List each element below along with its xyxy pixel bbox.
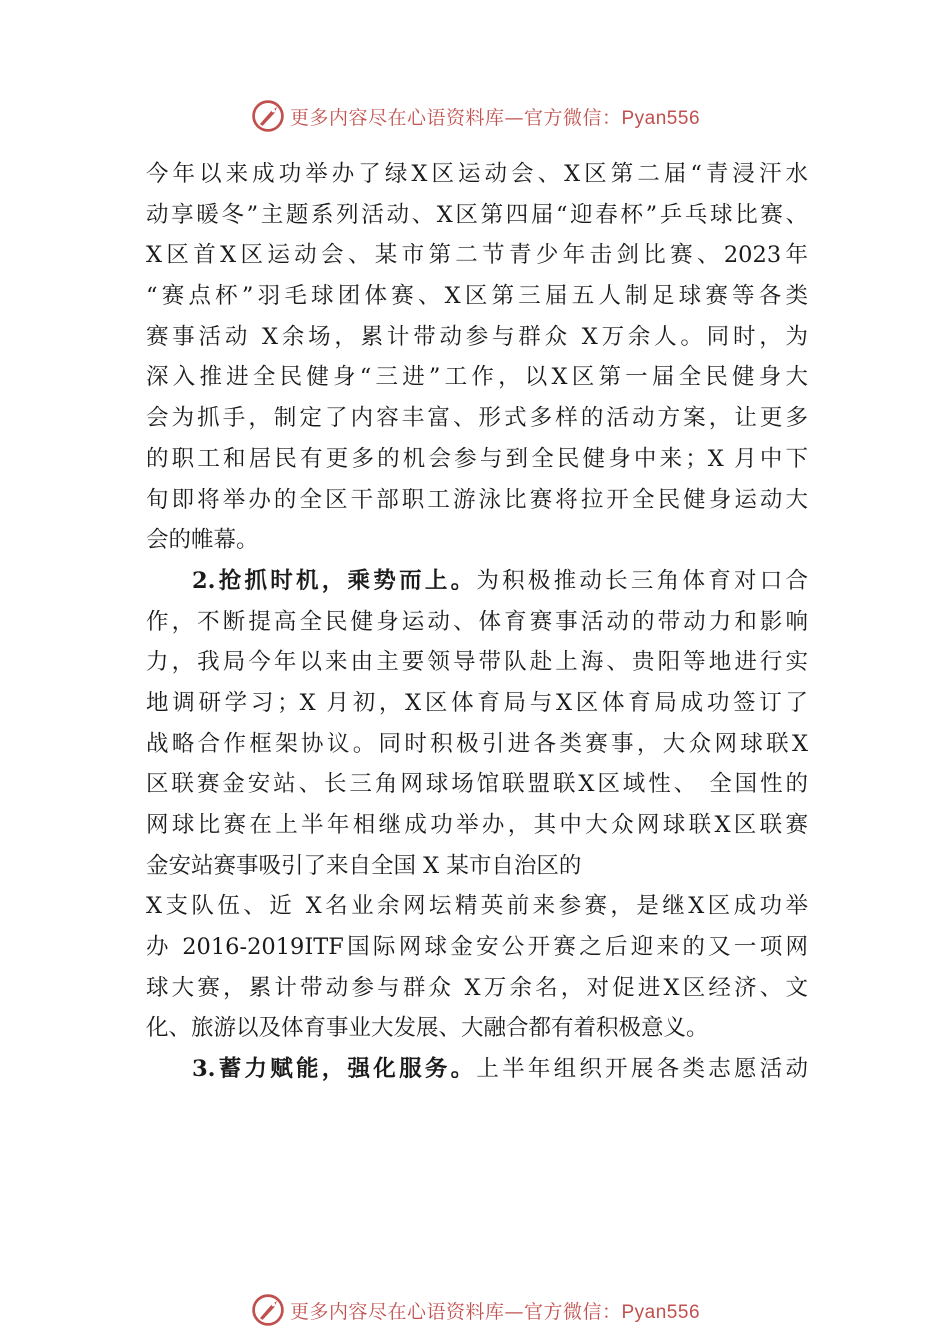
- line-text: “赛点杯”羽毛球团体赛、X区第三届五人制足球赛等各类: [146, 283, 808, 310]
- line-text: 今年以来成功举办了绿X区运动会、X区第二届“青浸汗水: [146, 161, 808, 187]
- text-line: [146, 317, 808, 358]
- text-line: [146, 1008, 808, 1049]
- line-text: 为积极推动长三角体育对口合: [476, 567, 808, 594]
- pen-nib-logo-icon: [250, 1292, 286, 1328]
- line-text: 深入推进全民健身“三进”工作，以X区第一届全民健身大: [146, 364, 808, 391]
- text-line: [146, 439, 808, 480]
- text-line: [146, 1049, 808, 1090]
- line-text: 球大赛，累计带动参与群众 X万余名，对促进X区经济、文: [146, 974, 808, 1001]
- line-text: 区联赛金安站、长三角网球场馆联盟联X区域性、 全国性的: [146, 771, 808, 798]
- watermark-text: 更多内容尽在心语资料库—官方微信：: [289, 1300, 622, 1323]
- line-text: 办 2016-2019ITF国际网球金安公开赛之后迎来的又一项网: [146, 934, 808, 961]
- line-text: 金安站赛事吸引了来自全国 X 某市自治区的: [146, 852, 582, 879]
- text-line: [146, 642, 808, 683]
- line-text: 网球比赛在上半年相继成功举办，其中大众网球联X区联赛: [146, 812, 808, 838]
- line-text: 力，我局今年以来由主要领导带队赴上海、贵阳等地进行实: [146, 649, 808, 676]
- line-text: 会的帷幕。: [146, 527, 259, 554]
- line-text: X区首X区运动会、某市第二节青少年击剑比赛、2023年: [146, 242, 808, 269]
- text-line: [146, 276, 808, 317]
- text-line: [146, 235, 808, 276]
- line-text: X支队伍、近 X名业余网坛精英前来参赛，是继X区成功举: [146, 893, 808, 920]
- text-line: [146, 520, 808, 561]
- text-line: [146, 561, 808, 602]
- footer-watermark: [0, 1290, 950, 1330]
- text-line: [146, 602, 808, 643]
- text-line: [146, 398, 808, 439]
- pen-nib-logo-icon: [250, 98, 286, 134]
- line-text: 战略合作框架协议。同时积极引进各类赛事，大众网球联X: [146, 730, 808, 757]
- text-line: [146, 683, 808, 724]
- line-text: 的职工和居民有更多的机会参与到全民健身中来；X 月中下: [146, 445, 808, 472]
- text-line: [146, 927, 808, 968]
- watermark-id: Pyan556: [621, 107, 701, 129]
- watermark-text: 更多内容尽在心语资料库—官方微信：: [289, 106, 622, 129]
- text-line: [146, 886, 808, 927]
- line-text: 化、旅游以及体育事业大发展、大融合都有着积极意义。: [146, 1015, 709, 1042]
- text-line: [146, 357, 808, 398]
- line-text: 上半年组织开展各类志愿活动: [476, 1056, 808, 1083]
- text-line: [146, 968, 808, 1009]
- text-line: [146, 480, 808, 521]
- line-text: 赛事活动 X余场，累计带动参与群众 X万余人。同时，为: [146, 323, 808, 350]
- line-text: 动享暖冬”主题系列活动、X区第四届“迎春杯”乒乓球比赛、: [146, 201, 808, 228]
- line-text: 地调研学习；X 月初，X区体育局与X区体育局成功签订了: [146, 689, 808, 716]
- text-line: [146, 724, 808, 765]
- document-body: [146, 154, 808, 1090]
- line-text: 作，不断提高全民健身运动、体育赛事活动的带动力和影响: [146, 608, 808, 635]
- header-watermark: [0, 96, 950, 136]
- line-text: 会为抓手，制定了内容丰富、形式多样的活动方案，让更多: [146, 405, 808, 432]
- watermark-id: Pyan556: [621, 1301, 701, 1323]
- line-text: 旬即将举办的全区干部职工游泳比赛将拉开全民健身运动大: [146, 486, 808, 513]
- text-line: [146, 764, 808, 805]
- text-line: [146, 846, 808, 887]
- text-line: [146, 154, 808, 195]
- text-line: [146, 195, 808, 236]
- paragraph-heading: 3.蓄力赋能，强化服务。: [192, 1056, 477, 1083]
- paragraph-heading: 2.抢抓时机，乘势而上。: [192, 567, 477, 594]
- text-line: [146, 805, 808, 846]
